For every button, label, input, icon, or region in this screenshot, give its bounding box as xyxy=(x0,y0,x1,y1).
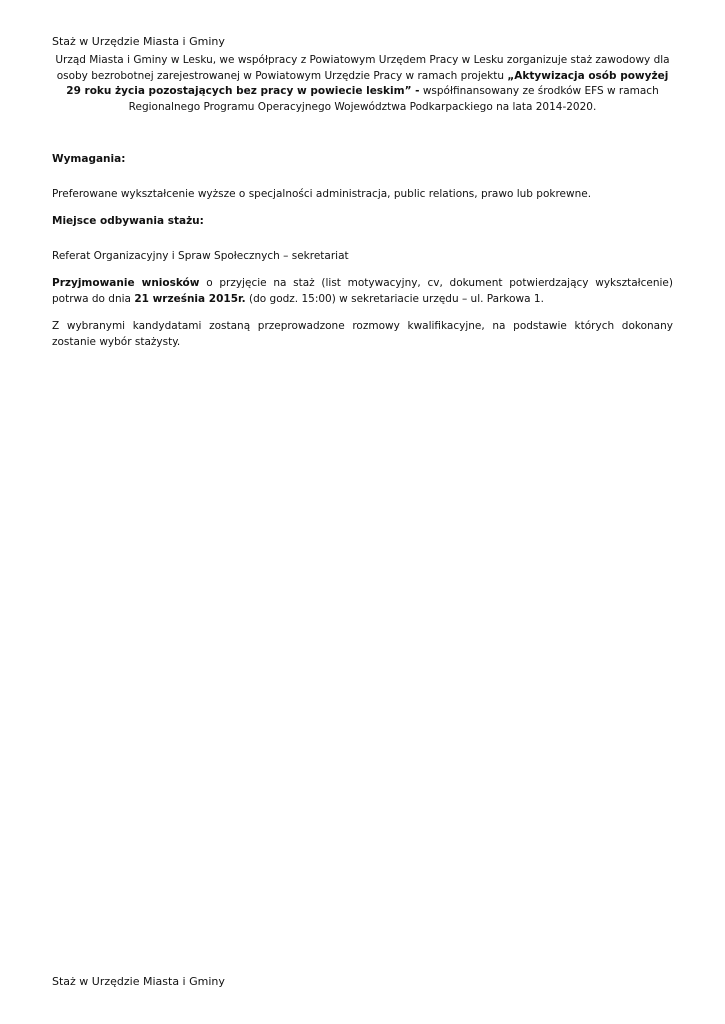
requirements-text: Preferowane wykształcenie wyższe o specjalności administracja, public relations, prawo lub pokrewne. xyxy=(52,188,592,200)
interviews-paragraph: Z wybranymi kandydatami zostaną przeprowadzone rozmowy kwalifikacyjne, na podstawie których dokonany zostanie wybór stażysty. xyxy=(52,320,673,348)
intro-text-start: Urząd Miasta i Gminy w Lesku, we współpracy z Powiatowym Urzędem Pracy w Lesku zorganizuje staż zawodowy dla osoby bezrobotnej zarejestrowanej w Powiatowym Urzędzie Pracy w ramach projektu xyxy=(55,54,670,82)
applications-paragraph xyxy=(52,275,673,307)
document-body xyxy=(52,151,673,350)
page-footer: Staż w Urzędzie Miasta i Gminy xyxy=(52,975,225,988)
applications-text: o przyjęcie na staż (list motywacyjny, cv, dokument potwierdzający wykształcenie) potrwa do dnia xyxy=(52,277,673,305)
requirements-heading: Wymagania: xyxy=(52,153,126,165)
deadline-date: 21 września 2015r. xyxy=(134,293,246,305)
applications-label: Przyjmowanie wniosków xyxy=(52,277,200,289)
location-text: Referat Organizacyjny i Spraw Społecznych – sekretariat xyxy=(52,250,349,262)
intro-text-end: współfinansowany ze środków EFS w ramach Regionalnego Programu Operacyjnego Województwa Podkarpackiego na lata 2014-2020. xyxy=(128,85,659,113)
intro-paragraph xyxy=(52,53,673,115)
applications-location: (do godz. 15:00) w sekretariacie urzędu – ul. Parkowa 1. xyxy=(245,293,544,305)
page-header: Staż w Urzędzie Miasta i Gminy xyxy=(52,35,225,48)
project-name: „Aktywizacja osób powyżej 29 roku życia pozostających bez pracy w powiecie leskim” - xyxy=(66,69,669,97)
location-heading: Miejsce odbywania stażu: xyxy=(52,215,204,227)
